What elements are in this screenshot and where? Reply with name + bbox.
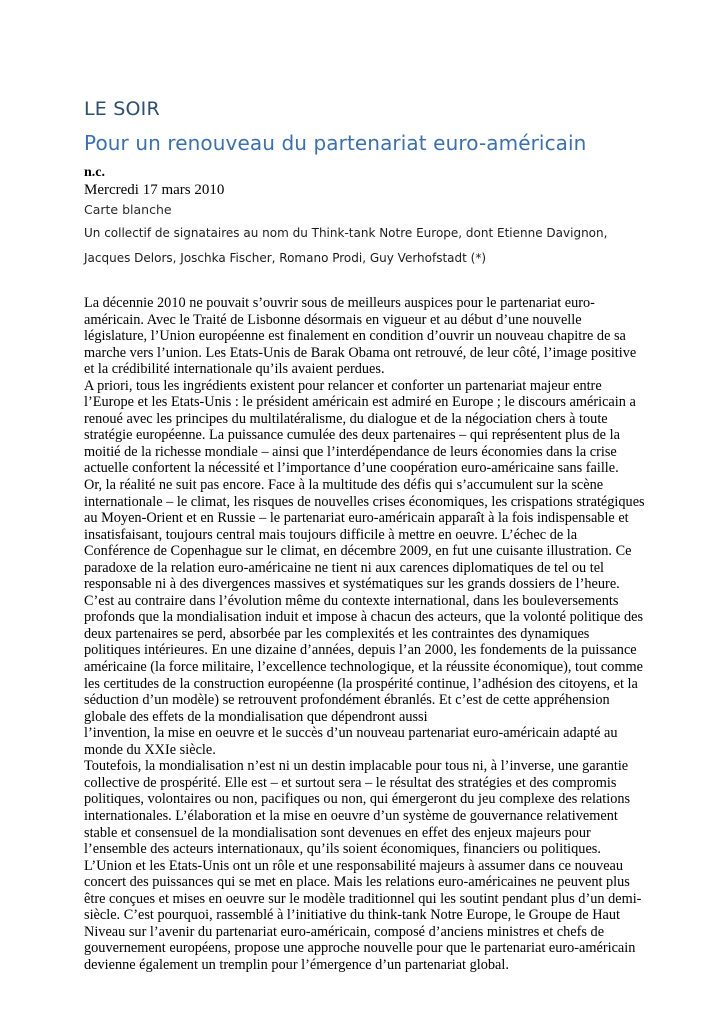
article-body bbox=[84, 295, 645, 973]
author-code: n.c. bbox=[84, 165, 105, 180]
article-header bbox=[84, 97, 645, 271]
body-paragraph: L’Union et les Etats-Unis ont un rôle et une responsabilité majeurs à assumer dans ce nouveau concert des puissances qui se met en place. Mais les relations euro-américaines ne peuvent plus être conçues et mises en oeuvre sur le modèle traditionnel qui les soutint pendant plus d’un demi-siècle. C’est pourquoi, rassemblé à l’initiative du think-tank Notre Europe, le Groupe de Haut Niveau sur l’avenir du partenariat euro-américain, composé d’anciens ministres et chefs de gouvernement européens, propose une approche nouvelle pour que le partenariat euro-américain devienne également un tremplin pour l’émergence d’un partenariat global. bbox=[84, 857, 642, 973]
article-byline: Un collectif de signataires au nom du Think-tank Notre Europe, dont Etienne Davignon, Jacques Delors, Joschka Fischer, Romano Prodi, Guy Verhofstadt (*) bbox=[84, 226, 608, 265]
body-paragraph: l’invention, la mise en oeuvre et le succès d’un nouveau partenariat euro-américain adapté au monde du XXIe siècle. bbox=[84, 725, 618, 758]
publication-name: LE SOIR bbox=[84, 98, 160, 120]
body-paragraph: A priori, tous les ingrédients existent pour relancer et conforter un partenariat majeur entre l’Europe et les Etats-Unis : le président américain est admiré en Europe ; le discours américain a renoué avec les principes du multilatéralisme, du dialogue et de la négociation chers à toute stratégie européenne. La puissance cumulée des deux partenaires – qui représentent plus de la moitié de la richesse mondiale – ainsi que l’interdépendance de leurs économies dans la crise actuelle confortent la nécessité et l’importance d’une coopération euro-américaine sans faille. bbox=[84, 377, 636, 477]
body-paragraph: Toutefois, la mondialisation n’est ni un destin implacable pour tous ni, à l’inverse, une garantie collective de prospérité. Elle est – et surtout sera – le résultat des stratégies et des compromis politiques, volontaires ou non, pacifiques ou non, qui émergeront du jeu complexe des relations internationales. L’élaboration et la mise en oeuvre d’un système de gouvernance relativement stable et consensuel de la mondialisation sont devenues en effet des enjeux majeurs pour l’ensemble des acteurs internationaux, qu’ils soient économiques, financiers ou politiques. bbox=[84, 758, 631, 858]
article-date: Mercredi 17 mars 2010 bbox=[84, 182, 225, 198]
body-paragraph: La décennie 2010 ne pouvait s’ouvrir sous de meilleurs auspices pour le partenariat euro-américain. Avec le Traité de Lisbonne désormais en vigueur et au début d’une nouvelle législature, l’Union européenne est finalement en condition d’ouvrir un nouveau chapitre de sa marche vers l’union. Les Etats-Unis de Barak Obama ont retrouvé, de leur côté, l’image positive et la crédibilité internationale qu’ils avaient perdues. bbox=[84, 295, 637, 378]
article-title: Pour un renouveau du partenariat euro-américain bbox=[84, 131, 587, 155]
article-rubric: Carte blanche bbox=[84, 202, 172, 217]
body-paragraph: Or, la réalité ne suit pas encore. Face à la multitude des défis qui s’accumulent sur la scène internationale – le climat, les risques de nouvelles crises économiques, les crispations stratégiques au Moyen-Orient et en Russie – le partenariat euro-américain apparaît à la fois indispensable et insatisfaisant, toujours central mais toujours difficile à mettre en oeuvre. L’échec de la Conférence de Copenhague sur le climat, en décembre 2009, en fut une cuisante illustration. Ce paradoxe de la relation euro-américaine ne tient ni aux carences diplomatiques de tel ou tel responsable ni à des divergences massives et systématiques sur les grands dossiers de l’heure. C’est au contraire dans l’évolution même du contexte international, dans les bouleversements profonds que la mondialisation induit et impose à chacun des acteurs, que la volonté politique des deux partenaires se perd, absorbée par les complexités et les contraintes des dynamiques politiques intérieures. En une dizaine d’années, depuis l’an 2000, les fondements de la puissance américaine (la force militaire, l’excellence technologique, et la réussite économique), tout comme les certitudes de la construction européenne (la prospérité continue, l’adhésion des citoyens, et la séduction d’un modèle) se retrouvent profondément ébranlés. Et c’est de cette appréhension globale des effets de la mondialisation que dépendront aussi bbox=[84, 477, 645, 725]
